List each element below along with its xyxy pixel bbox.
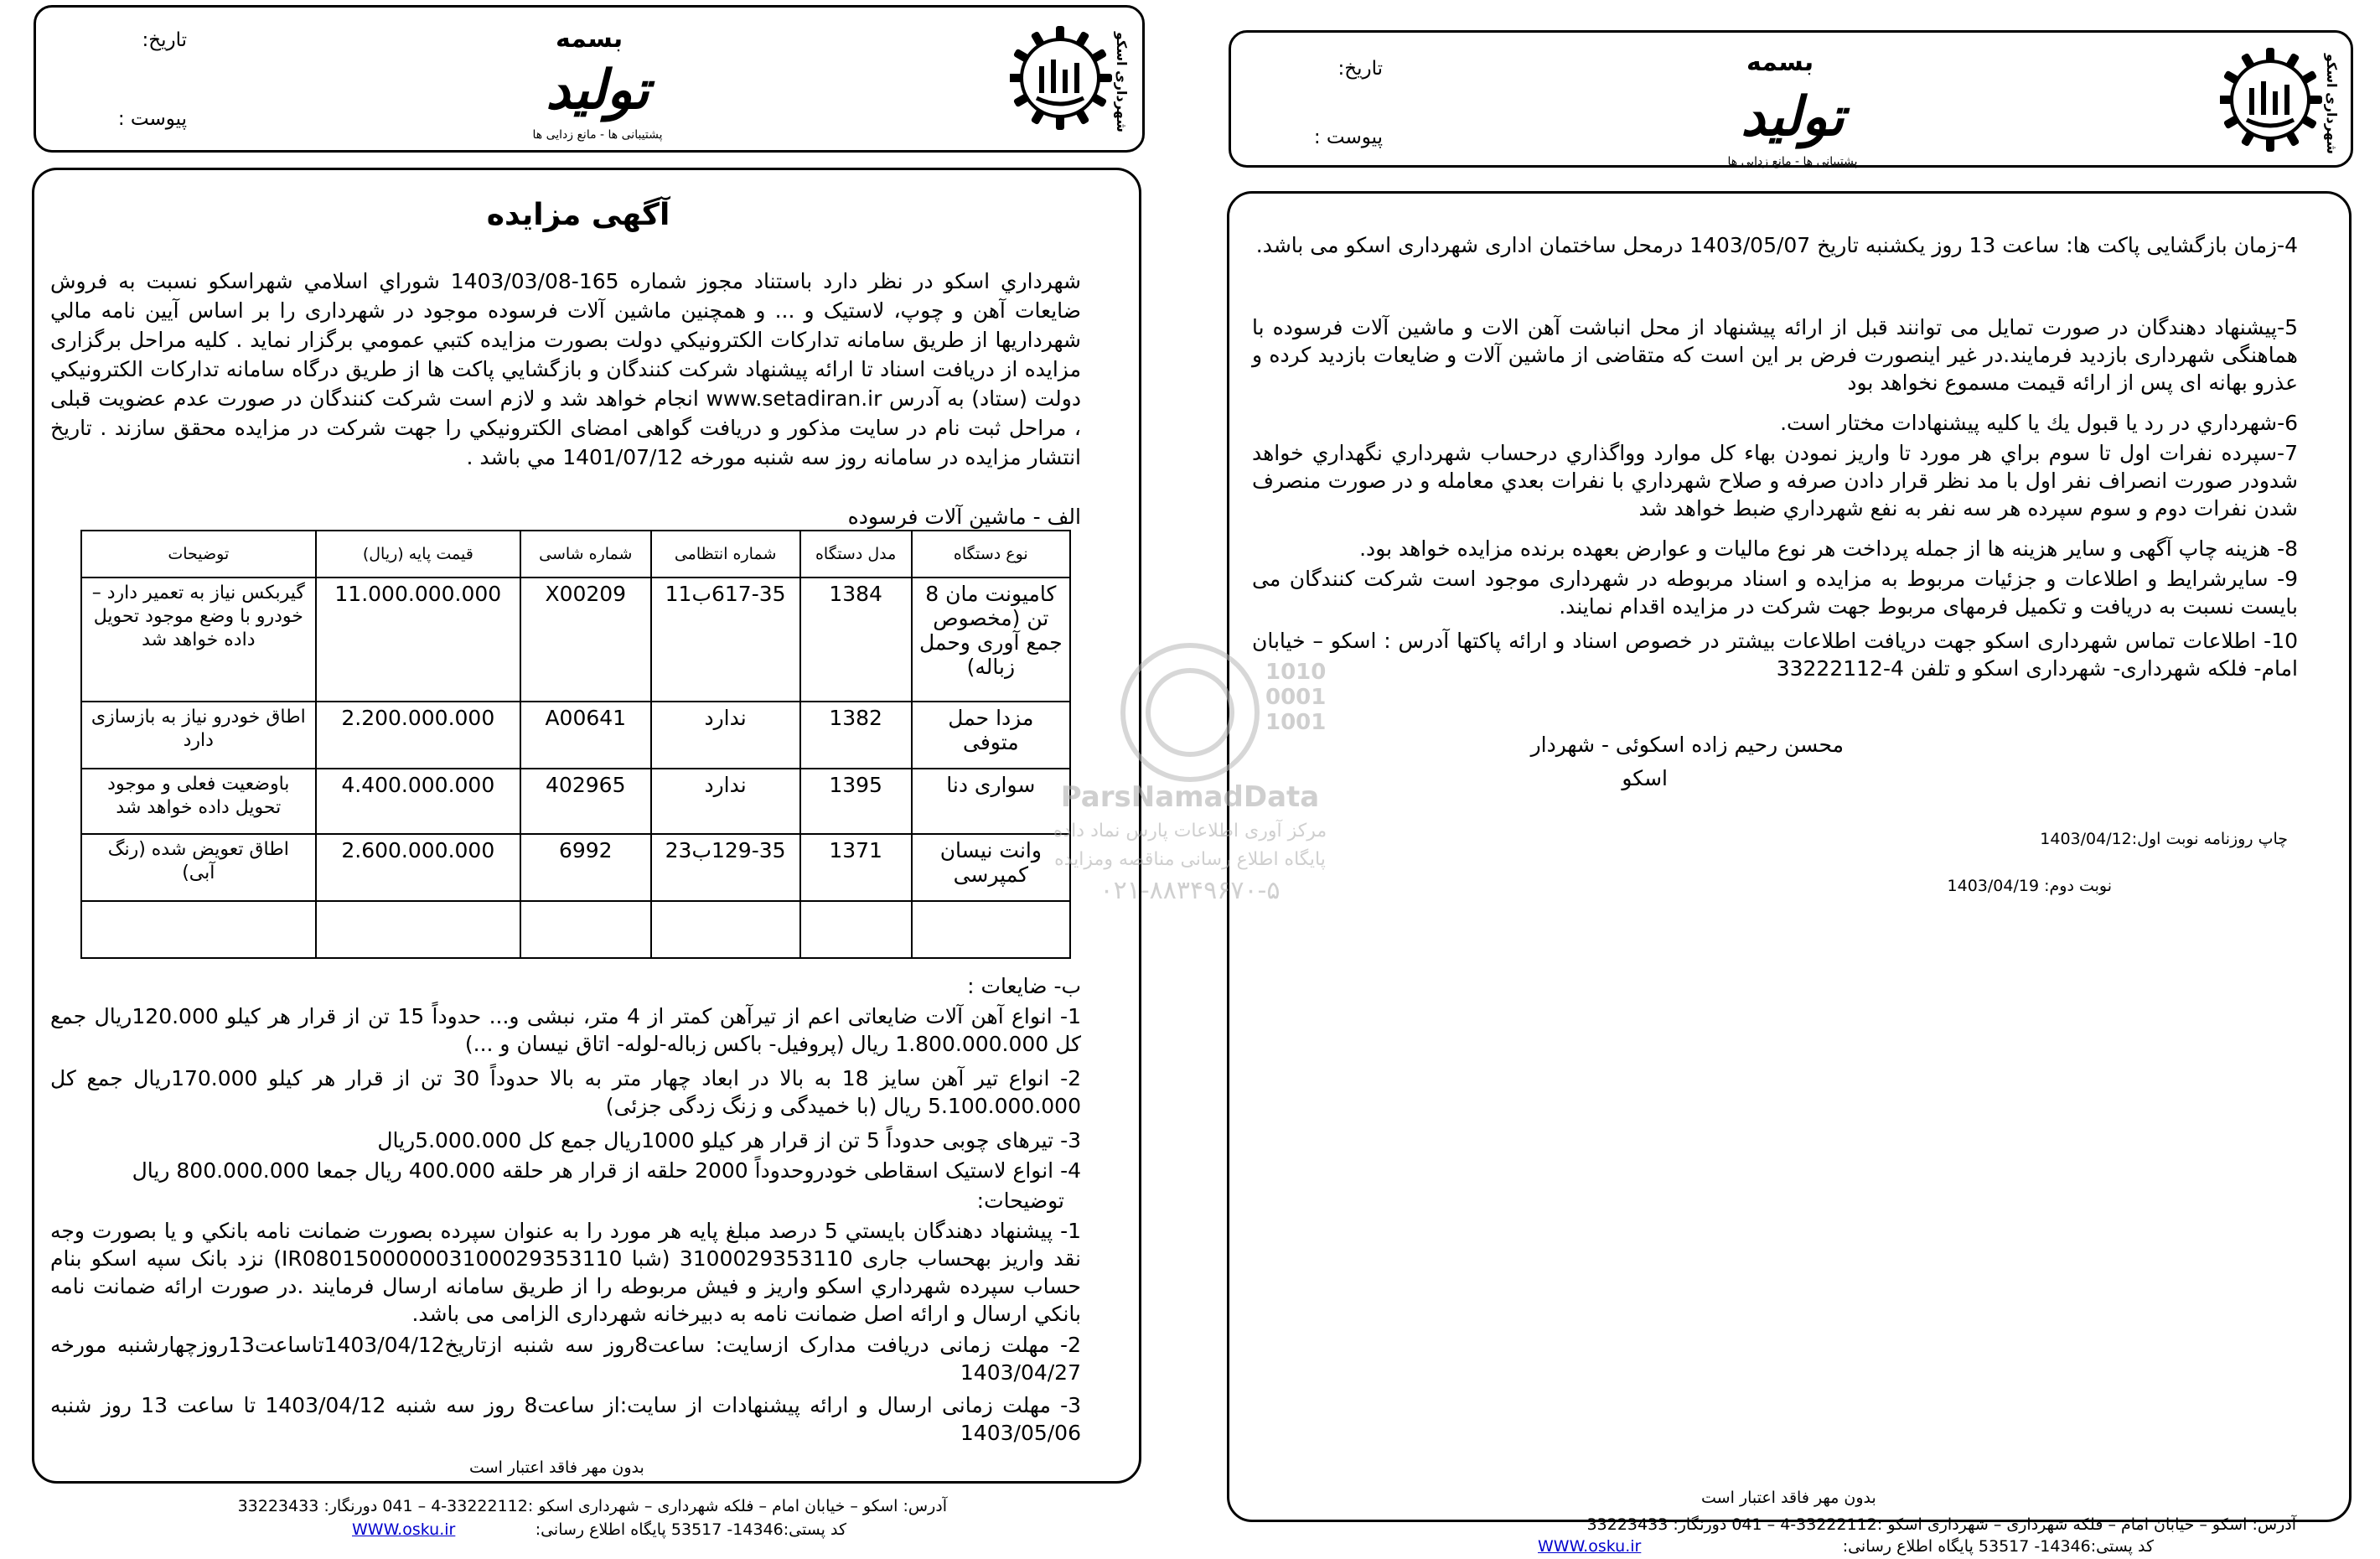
watermark-digits: 0001 xyxy=(1265,685,1327,710)
signature-city: اسکو xyxy=(1622,766,1668,790)
col-header: قیمت پایه (ریال) xyxy=(316,531,520,578)
cell-device-type: وانت نیسان کمپرسی xyxy=(912,834,1070,901)
cell-plate: ندارد xyxy=(651,769,800,834)
cell-base-price: 4.400.000.000 xyxy=(316,769,520,834)
no-seal-note: بدون مهر فاقد اعتبار است xyxy=(1701,1489,1876,1507)
slogan-emblem xyxy=(1700,75,1885,175)
watermark-brand: ParsNamadData xyxy=(1060,780,1320,814)
cell-model: 1371 xyxy=(800,834,912,901)
cell-base-price: 2.600.000.000 xyxy=(316,834,520,901)
watermark-digits: 1001 xyxy=(1265,710,1327,735)
cell-chassis: X00209 xyxy=(520,578,651,702)
table-row xyxy=(81,702,1070,769)
col-header: مدل دستگاه xyxy=(800,531,912,578)
condition-item-9: 9- سايرشرايط و اطلاعات و جزئيات مربوط به مزايده و اسناد مربوطه در شهرداری موجود است شرکت کنندگان می بایست نسبت به دریافت و تکمیل فرمهای مربوط جهت شرکت در مزایده اقدام نمایند. xyxy=(1252,567,2298,619)
cell-description: باوضعیت فعلی و موجود تحویل داده خواهد شد xyxy=(81,769,316,834)
cell-model: 1384 xyxy=(800,578,912,702)
right-page xyxy=(1207,0,2380,1559)
condition-item-4: 4-زمان بازگشایی پاکت ها: ساعت 13 روز یکشنبه تاریخ 1403/05/07 درمحل ساختمان اداری شهرداری اسکو می باشد. xyxy=(1255,233,2298,257)
cell-plate: ندارد xyxy=(651,702,800,769)
cell-model: 1395 xyxy=(800,769,912,834)
logo-text: شهرداری اسکو xyxy=(1114,32,1130,132)
slogan-emblem xyxy=(505,48,690,148)
footer-website-link[interactable]: WWW.osku.ir xyxy=(352,1520,456,1539)
announcement-title: آگهی مزایده xyxy=(486,198,670,232)
attachment-label: پیوست : xyxy=(1313,127,1383,148)
bismillah: بسمه xyxy=(1746,48,1814,77)
municipality-logo-icon xyxy=(2220,41,2346,167)
table-row xyxy=(81,578,1070,702)
bismillah: بسمه xyxy=(556,24,623,54)
intro-paragraph: شهرداري اسكو در نظر دارد باستناد مجوز شماره 165-1403/03/08 شوراي اسلامي شهراسکو نسبت به فروش ضايعات آهن و چوپ، لاستيک و ... و همچنين ماشين آلات فرسوده موجود در شهرداری را بر اساس آيين نامه مالي شهرداريها از طريق سامانه تداركات الكترونيكي دولت بصورت مزايده كتبي عمومي برگزار نمايد . كليه مراحل برگزاری مزايده از دريافت اسناد تا ارائه پيشنهاد شركت كنندگان و بازگشايي پاكت ها از طريق درگاه سامانه تداركات الكترونيكي دولت (ستاد) به آدرس www.setadiran.ir انجام خواهد شد و لازم است شركت كنندگان در صورت عدم عضويت قبلی ، مراحل ثبت نام در سايت مذكور و دريافت گواهی امضای الكترونيكي را جهت شركت در مزايده محقق سازند . تاريخ انتشار مزايده در سامانه روز سه شنبه مورخه 1401/07/12 مي باشد . xyxy=(50,269,1081,469)
footer-postal: کد پستی:14346- 53517 پایگاه اطلاع رسانی: xyxy=(535,1520,846,1539)
footer-address: آدرس: اسکو – خیابان امام – فلکه شهرداری – شهرداری اسکو :33222112-4 – 041 دورنگار: 33223433 xyxy=(1586,1515,2296,1534)
table-row xyxy=(81,769,1070,834)
col-header: شماره شاسی xyxy=(520,531,651,578)
table-row xyxy=(81,834,1070,901)
cell-description: اطاق تعویض شده (رنگ آبی) xyxy=(81,834,316,901)
vehicles-table xyxy=(80,530,1071,959)
section-b-heading: ب- ضایعات : xyxy=(967,974,1081,998)
slogan-main-text: تولید xyxy=(1741,85,1844,148)
col-header: نوع دستگاه xyxy=(912,531,1070,578)
cell-plate: 129-35ب23 xyxy=(651,834,800,901)
notes-heading: توضیحات: xyxy=(976,1189,1064,1213)
section-a-heading: الف - ماشين آلات فرسوده xyxy=(847,505,1081,529)
col-header: توضیحات xyxy=(81,531,316,578)
footer-address: آدرس: اسکو – خیابان امام – فلکه شهرداری – شهرداری اسکو :33222112-4 – 041 دورنگار: 33223433 xyxy=(237,1497,947,1515)
col-header: شماره انتظامی xyxy=(651,531,800,578)
print-second-date: نوبت دوم: 1403/04/19 xyxy=(1947,877,2112,895)
watermark-phone: ۰۲۱-۸۸۳۴۹۶۷۰-۵ xyxy=(1099,876,1281,905)
municipality-logo-icon xyxy=(1010,19,1136,145)
left-letterhead xyxy=(34,5,1145,153)
condition-item-7: 7-سپرده نفرات اول تا سوم براي هر مورد تا واريز نمودن بهاء كل موارد وواگذاري درحساب شهرداري نگهداري خواهد شدودر صورت انصراف نفر اول با مد نظر قرار دادن صرفه و صلاح شهرداري با نفرات بعدي معامله و در صورت منصرف شدن نفرات دوم و سوم سپرده هر سه نفر به نفع شهرداري ضبط خواهد شد xyxy=(1252,441,2298,521)
scrap-item-2: 2- انواع تیر آهن سایز 18 به بالا در ابعاد چهار متر به بالا حدوداً 30 تن از قرار هر کیلو 170.000ریال جمع کل 5.100.000.000 ریال (با خمیدگی و زنگ زدگی جزئی) xyxy=(50,1066,1081,1118)
cell-plate: 617-35ب11 xyxy=(651,578,800,702)
cell-model: 1382 xyxy=(800,702,912,769)
cell-base-price: 2.200.000.000 xyxy=(316,702,520,769)
right-letterhead xyxy=(1229,30,2353,168)
cell-device-type: مزدا حمل متوفی xyxy=(912,702,1070,769)
note-item-2: 2- مهلت زمانی دریافت مدارک ازسایت: ساعت8روز سه شنبه ازتاریخ1403/04/12تاساعت13روزچهارشنبه مورخه 1403/04/27 xyxy=(50,1333,1081,1385)
condition-item-6: 6-شهرداري در رد یا قبول يك يا كليه پيشنهادات مختار است. xyxy=(1780,411,2298,435)
date-label: تاریخ: xyxy=(1337,58,1383,80)
footer-website-link[interactable]: WWW.osku.ir xyxy=(1538,1537,1642,1556)
left-page xyxy=(0,0,1156,1559)
cell-base-price: 11.000.000.000 xyxy=(316,578,520,702)
footer-postal: کد پستی:14346- 53517 پایگاه اطلاع رسانی: xyxy=(1842,1537,2154,1556)
no-seal-note: بدون مهر فاقد اعتبار است xyxy=(469,1458,644,1477)
condition-item-8: 8- هزینه چاپ آگهی و سایر هزینه ها از جمله پرداخت هر نوع مالیات و عوارض بعهده برنده مزایده خواهد بود. xyxy=(1359,536,2298,561)
scrap-item-3: 3- تیرهای چوبی حدوداً 5 تن از قرار هر کیلو 1000ریال جمع کل 5.000.000ریال xyxy=(377,1128,1081,1152)
slogan-sub-text: پشتیبانی ها - مانع زدایی ها xyxy=(532,128,663,142)
note-item-3: 3- مهلت زمانی ارسال و ارائه پیشنهادات از سایت:از ساعت8 روز سه شنبه 1403/04/12 تا ساعت 13 روز شنبه 1403/05/06 xyxy=(50,1393,1082,1445)
cell-chassis: A00641 xyxy=(520,702,651,769)
condition-item-10: 10- اطلاعات تماس شهرداری اسکو جهت دریافت اطلاعات بیشتر در خصوص اسناد و ارائه پاکتها آدرس : اسکو – خیابان امام- فلکه شهرداری- شهرداری اسکو و تلفن 4-33222112 xyxy=(1252,629,2298,681)
table-header-row xyxy=(81,531,1070,578)
cell-chassis: 6992 xyxy=(520,834,651,901)
cell-chassis: 402965 xyxy=(520,769,651,834)
print-first-date: چاپ روزنامه نوبت اول:1403/04/12 xyxy=(2040,830,2288,848)
cell-device-type: سواری دنا xyxy=(912,769,1070,834)
watermark-subline: پایگاه اطلاع رسانی مناقصه ومزایده xyxy=(1054,849,1326,870)
cell-description: اطاق خودرو نیاز به بازسازی دارد xyxy=(81,702,316,769)
note-item-1: 1- پيشنهاد دهندگان بايستي 5 درصد مبلغ پايه هر مورد را به عنوان سپرده بصورت ضمانت نامه بانكي و يا بصورت وجه نقد واريز بهحساب جاری 3100029353110 (شبا IR080150000003100029353110) نزد بانک سپه اسكو بنام حساب سپرده شهرداري اسکو واريز و فيش مربوطه را از طريق سامانه ارسال فرمايند .در صورت ارائه ضمانت نامه بانكي ارسال و ارائه اصل ضمانت نامه به دبيرخانه شهرداری الزامی می باشد. xyxy=(50,1219,1082,1326)
signature-name: محسن رحیم زاده اسکوئی - شهردار xyxy=(1530,733,1844,757)
slogan-sub-text: پشتیبانی ها - مانع زدایی ها xyxy=(1727,155,1858,168)
attachment-label: پیوست : xyxy=(117,108,187,130)
scrap-item-4: 4- انواع لاستیک اسقاطی خودروحدوداً 2000 حلقه از قرار هر حلقه 400.000 ریال جمعا 800.000.000 ریال xyxy=(132,1158,1081,1183)
date-label: تاریخ: xyxy=(142,29,187,51)
cell-device-type: کامیونت مان 8 تن (مخصوص جمع آوری وحمل زباله) xyxy=(912,578,1070,702)
table-row-empty xyxy=(81,901,1070,958)
logo-text: شهرداری اسکو xyxy=(2324,54,2340,154)
condition-item-5: 5-پیشنهاد دهندگان در صورت تمایل می توانند قبل از ارائه پیشنهاد از محل انباشت آهن الات و ماشین آلات فرسوده با هماهنگی شهرداری بازدید فرمایند.در غیر اینصورت فرض بر این است که متقاضی از ماشین آلات و ضایعات بازدید کرده و عذرو بهانه ای پس از ارائه قیمت مسموع نخواهد بود xyxy=(1252,315,2298,395)
slogan-main-text: تولید xyxy=(546,59,649,122)
cell-description: گیربکس نیاز به تعمیر دارد – خودرو با وضع موجود تحویل داده خواهد شد xyxy=(81,578,316,702)
watermark-digits: 1010 xyxy=(1265,660,1327,685)
scrap-item-1: 1- انواع آهن آلات ضایعاتی اعم از تیرآهن کمتر از 4 متر، نبشی و... حدوداً 15 تن از قرار هر کیلو 120.000ریال جمع کل 1.800.000.000 ریال (پروفیل- باکس زباله-لوله- اتاق نیسان و ...) xyxy=(50,1004,1081,1056)
watermark-tagline: مرکز آوری اطلاعات پارس نماد داده xyxy=(1053,821,1327,842)
